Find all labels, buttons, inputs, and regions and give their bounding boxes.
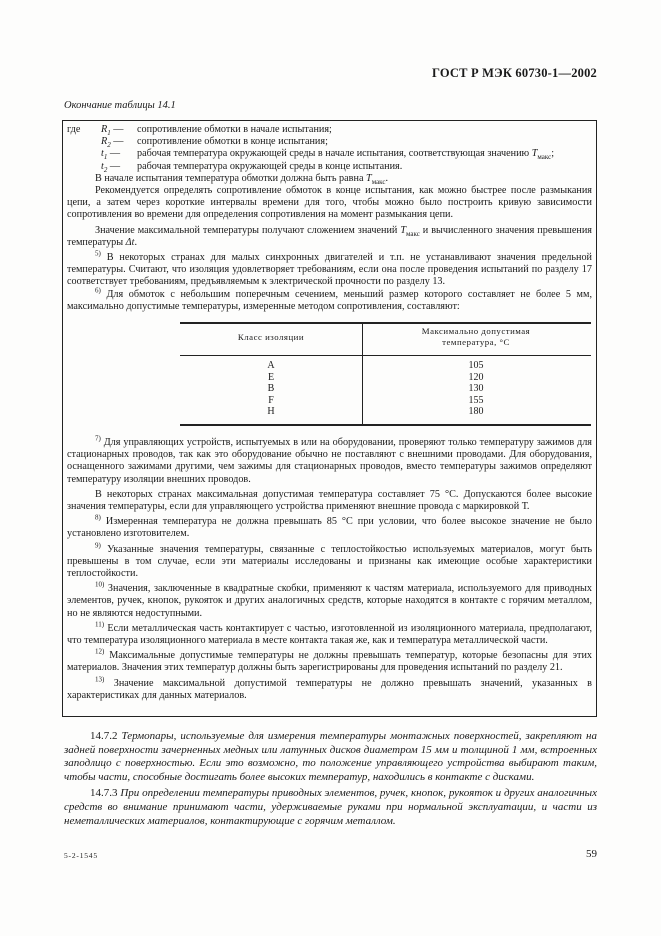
print-code: 5-2-1545 <box>64 851 98 860</box>
insulation-class-cell: B <box>267 383 275 394</box>
col-header-temp: Максимально допустимая температура, °С <box>421 326 531 347</box>
legend-r2: $R_2$ — сопротивление обмотки в конце испытания; <box>101 136 328 150</box>
footnotes-lower <box>67 434 592 702</box>
footnote-8: $^{8)}$ Измеренная температура не должна превышать 85 °С при условии, что более высокое значение не было установлено изготовителем. <box>67 513 592 540</box>
page-number: 59 <box>586 848 597 860</box>
max-temperature-cell: 130 <box>468 383 484 394</box>
class-column <box>180 352 362 424</box>
max-temperature-cell: 155 <box>468 394 484 406</box>
document-header: ГОСТ Р МЭК 60730-1—2002 <box>432 66 597 80</box>
legend-where: где <box>67 124 81 135</box>
table-body-row <box>180 352 590 424</box>
footnote-10: $^{10)}$ Значения, заключенные в квадратные скобки, применяют к частям материала, используемого для приводных элементов, ручек, кнопок, рукояток и других аналогичных средств, которые находятся в контакте с горячим металлом, но не являются недоступными. <box>67 580 592 619</box>
formula-legend <box>67 124 592 313</box>
footnote-13: $^{13)}$ Значение максимальной допустимой температуры не должно превышать значений, указанных в характеристиках для данных материалов. <box>67 675 592 701</box>
col-header-class: Класс изоляции <box>237 331 305 342</box>
legend-t1: $t_1$ — рабочая температура окружающей среды в начале испытания, соответствующая значению $T_{макс}$; <box>101 148 555 162</box>
recommendation-paragraph: Рекомендуется определять сопротивление обмоток в конце испытания, как можно быстрее после размыкания цепи, а затем через короткие интервалы времени для того, чтобы можно было построить кривую зависимости сопротивления во времени для определения сопротивления на момент размыкания цепи. <box>67 185 592 221</box>
section-14-7-2: 14.7.2 Термопары, используемые для измерения температуры монтажных поверхностей, закрепляют на задней поверхности зачерненных медных или латунных дисков диаметром 15 мм и толщиной 1 мм, встроенных заподлицо с поверхностью. Если это возможно, то положение управляющего устройства выбирают таким, чтобы части, способные достигать более высоких температур, находились в контакте с дисками. <box>64 730 597 783</box>
temperature-column <box>362 352 590 424</box>
max-temp-paragraph: Значение максимальной температуры получают сложением значений $T_{макс}$ и вычисленного значения превышения температуры Δt. <box>67 224 592 248</box>
legend-r1: где $R_1$ — сопротивление обмотки в начале испытания; <box>67 124 332 138</box>
insulation-class-cell: E <box>267 371 275 383</box>
footnote-11: $^{11)}$ Если металлическая часть контактирует с частью, изготовленной из изоляционного материала, предполагают, что температура изоляционного материала в месте контакта такая же, как и температура металлической части. <box>67 620 592 647</box>
footnote-9: $^{9)}$ Указанные значения температуры, связанные с теплостойкостью используемых материалов, могут быть превышены в том случае, если эти материалы исследованы и признаны как имеющие особые характеристики теплостойкости. <box>67 541 592 580</box>
footnote-6: $^{6)}$ Для обмоток с небольшим поперечным сечением, меньший размер которого составляет не более 5 мм, максимально допустимые температуры, измеренные методом сопротивления, составляют: <box>67 286 592 312</box>
footnote-7: $^{7)}$ Для управляющих устройств, испытуемых в или на оборудовании, проверяют только температуру зажимов для стационарных проводов, так как это оборудование обычно не поставляют с внешними проводами. Для оборудования, оснащенного зажимами другими, чем зажимы для стационарных проводов, вместо температуры зажимов определяют температуру изоляции внешних проводов. <box>67 434 592 485</box>
table-header-row <box>180 322 590 352</box>
insulation-class-cell: F <box>268 394 274 406</box>
max-temperature-cell: 120 <box>468 371 484 383</box>
insulation-class-cell: H <box>267 406 275 417</box>
legend-note: В начале испытания температура обмотки должна быть равна $T_{макс}$. <box>95 172 389 186</box>
footnote-7-continued: В некоторых странах максимальная допустимая температура составляет 75 °С. Допускаются более высокие значения температуры, если для управляющего устройства применяют внешние провода с маркировкой Т. <box>67 488 592 513</box>
legend-t2: $t_2$ — рабочая температура окружающей среды в конце испытания. <box>101 160 403 174</box>
insulation-class-table <box>180 322 590 424</box>
max-temperature-cell: 105 <box>468 360 484 371</box>
section-14-7-3: 14.7.3 При определении температуры приводных элементов, ручек, кнопок, рукояток и других аналогичных средств во внимание принимают части, удерживаемые руками при нормальной эксплуатации, и части из неметаллических материалов, контактирующие с горячим металлом. <box>64 787 597 827</box>
table-bottom-rule <box>180 424 591 426</box>
insulation-class-cell: A <box>267 360 275 371</box>
footnote-5: $^{5)}$ В некоторых странах для малых синхронных двигателей и т.п. не устанавливают значения предельной температуры. Считают, что изоляция удовлетворяет требованиям, если она после проведения испытаний по разделу 17 соответствует требованиям, предъявляемым к электрической прочности по разделу 13. <box>67 249 592 288</box>
body-sections <box>64 730 597 828</box>
footnote-12: $^{12)}$ Максимальные допустимые температуры не должны превышать температур, которые безопасны для этих материалов. Значения этих температур должны быть зарегистрированы для проведения испытаний по разделу 21. <box>67 647 592 674</box>
max-temperature-cell: 180 <box>468 406 484 417</box>
table-caption: Окончание таблицы 14.1 <box>64 100 176 111</box>
